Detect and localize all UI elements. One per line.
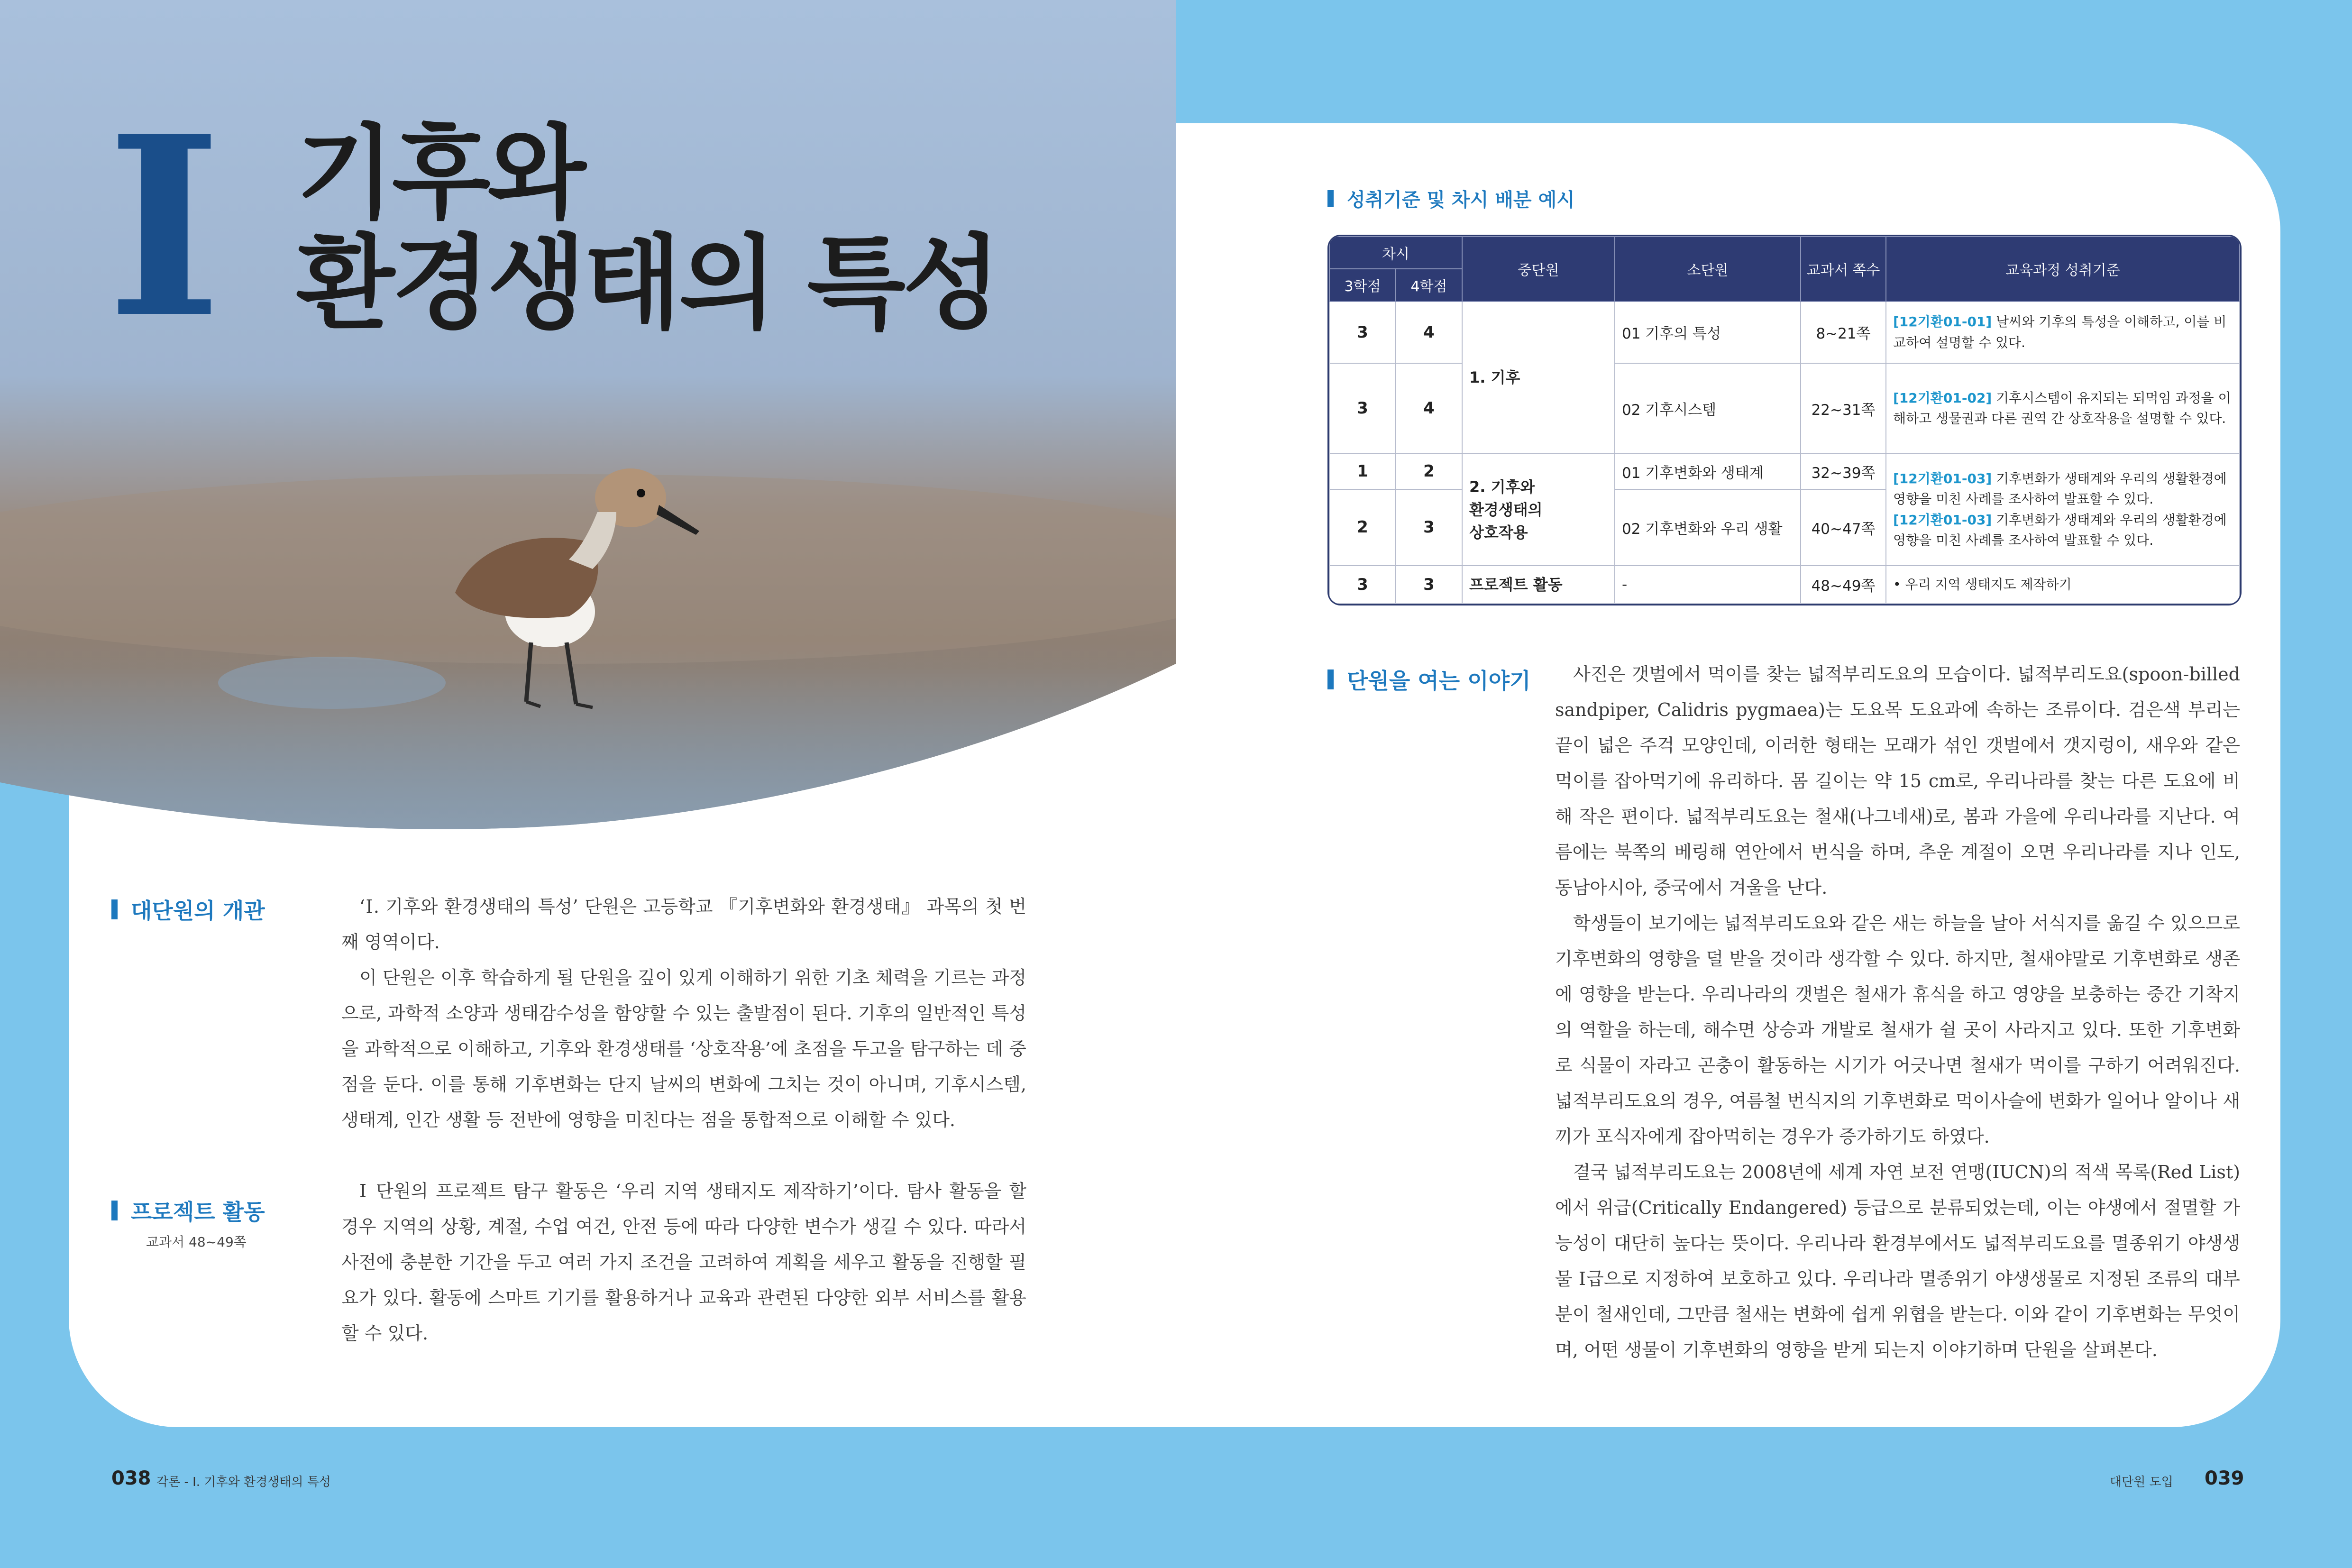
cell-sub-unit: 02 기후변화와 우리 생활: [1615, 489, 1801, 566]
header-pages: 교과서 쪽수: [1801, 237, 1886, 302]
cell-credit4: 3: [1396, 566, 1462, 604]
cell-standard: [12기환01-03] 기후변화가 생태계와 우리의 생활환경에 영향을 미친 사례를 조사하여 발표할 수 있다. [12기환01-03] 기후변화가 생태계와 우리의 생활환경에 영향을 미친 사례를 조사하여 발표할 수 있다.: [1886, 454, 2240, 566]
cell-credit3: 2: [1329, 489, 1396, 566]
header-standard: 교육과정 성취기준: [1886, 237, 2240, 302]
chapter-numeral: I: [107, 83, 222, 372]
project-heading: 프로젝트 활동: [111, 1195, 265, 1226]
heading-bar: [111, 899, 118, 919]
story-paragraph: 사진은 갯벌에서 먹이를 찾는 넓적부리도요의 모습이다. 넓적부리도요(spoon-billed sandpiper, Calidris pygmaea)는 도요목 도요과에 속하는 조류이다. 검은색 부리는 끝이 넓은 주걱 모양인데, 이러한 형태는 모래가 섞인 갯벌에서 갯지렁이, 새우와 같은 먹이를 잡아먹기에 유리하다. 몸 길이는 약 15 cm로, 우리나라를 찾는 다른 도요에 비해 작은 편이다. 넓적부리도요는 철새(나그네새)로, 봄과 가을에 우리나라를 지난다. 여름에는 북쪽의 베링해 연안에서 번식을 하며, 추운 계절이 오면 우리나라를 지나 인도, 동남아시아, 중국에서 겨울을 난다.: [1555, 664, 2240, 898]
page-number-left: 038: [111, 1467, 151, 1489]
cell-sub-unit: 02 기후시스템: [1615, 363, 1801, 454]
story-paragraph: 학생들이 보기에는 넓적부리도요와 같은 새는 하늘을 날아 서식지를 옮길 수 있으므로 기후변화의 영향을 덜 받을 것이라 생각할 수 있다. 하지만, 철새야말로 기후변화로 생존에 영향을 받는다. 우리나라의 갯벌은 철새가 휴식을 하고 영양을 보충하는 중간 기착지의 역할을 하는데, 해수면 상승과 개발로 철새가 쉴 곳이 사라지고 있다. 또한 기후변화로 식물이 자라고 곤충이 활동하는 시기가 어긋나면 철새가 먹이를 구하기 어려워진다. 넓적부리도요의 경우, 여름철 번식지의 기후변화로 먹이사슬에 변화가 일어나 알이나 새끼가 포식자에게 잡아먹히는 경우가 증가하기도 하였다.: [1555, 913, 2240, 1147]
cell-sub-unit: 01 기후변화와 생태계: [1615, 454, 1801, 489]
header-mid-unit: 중단원: [1462, 237, 1615, 302]
story-paragraph: 결국 넓적부리도요는 2008년에 세계 자연 보전 연맹(IUCN)의 적색 목록(Red List)에서 위급(Critically Endangered) 등급으로 분류되었는데, 이는 야생에서 절멸할 가능성이 대단히 높다는 뜻이다. 우리나라 환경부에서도 넓적부리도요를 멸종위기 야생생물 Ⅰ급으로 지정하여 보호하고 있다. 우리나라 멸종위기 야생생물로 지정된 조류의 대부분이 철새인데, 그만큼 철새는 변화에 쉽게 위협을 받는다. 이와 같이 기후변화는 무엇이며, 어떤 생물이 기후변화의 영향을 받게 되는지 이야기하며 단원을 살펴본다.: [1555, 1162, 2240, 1360]
chapter-title-line2: 환경생태의 특성: [296, 224, 998, 343]
cell-pages: 40~47쪽: [1801, 489, 1886, 566]
overview-body: [341, 889, 1026, 1138]
project-paragraph: Ⅰ 단원의 프로젝트 탐구 활동은 ‘우리 지역 생태지도 제작하기’이다. 탐사 활동을 할 경우 지역의 상황, 계절, 수업 여건, 안전 등에 따라 다양한 변수가 생길 수 있다. 따라서 사전에 충분한 기간을 두고 여러 가지 조건을 고려하여 계획을 세우고 활동을 진행할 필요가 있다. 활동에 스마트 기기를 활용하거나 교육과 관련된 다양한 외부 서비스를 활용할 수 있다.: [341, 1181, 1026, 1344]
cell-standard: [12기환01-01] 날씨와 기후의 특성을 이해하고, 이를 비교하여 설명할 수 있다.: [1886, 302, 2240, 364]
cell-standard: [12기환01-02] 기후시스템이 유지되는 되먹임 과정을 이해하고 생물권과 다른 권역 간 상호작용을 설명할 수 있다.: [1886, 363, 2240, 454]
heading-bar: [1327, 669, 1334, 689]
table-row: [1329, 302, 2240, 364]
overview-heading: 대단원의 개관: [111, 894, 265, 925]
cell-pages: 8~21쪽: [1801, 302, 1886, 364]
cell-standard: • 우리 지역 생태지도 제작하기: [1886, 566, 2240, 604]
story-heading: 단원을 여는 이야기: [1327, 664, 1531, 695]
table-row: [1329, 566, 2240, 604]
cell-credit3: 3: [1329, 566, 1396, 604]
story-body: [1555, 657, 2240, 1368]
achievement-heading: 성취기준 및 차시 배분 예시: [1327, 185, 1575, 212]
heading-bar: [1327, 190, 1334, 207]
cell-mid-unit: 프로젝트 활동: [1462, 566, 1615, 604]
overview-paragraph: 이 단원은 이후 학습하게 될 단원을 깊이 있게 이해하기 위한 기초 체력을 기르는 과정으로, 과학적 소양과 생태감수성을 함양할 수 있는 출발점이 된다. 기후의 일반적인 특성을 과학적으로 이해하고, 기후와 환경생태를 ‘상호작용’에 초점을 두고을 탐구하는 데 중점을 둔다. 이를 통해 기후변화는 단지 날씨의 변화에 그치는 것이 아니며, 기후시스템, 생태계, 인간 생활 등 전반에 영향을 미친다는 점을 통합적으로 이해할 수 있다.: [341, 967, 1026, 1130]
cell-credit3: 1: [1329, 454, 1396, 489]
header-sub-unit: 소단원: [1615, 237, 1801, 302]
cell-credit3: 3: [1329, 302, 1396, 364]
footer-left-text: 각론 - Ⅰ. 기후와 환경생태의 특성: [156, 1475, 331, 1489]
header-credit4: 4학점: [1396, 269, 1462, 301]
cell-credit4: 3: [1396, 489, 1462, 566]
cell-pages: 22~31쪽: [1801, 363, 1886, 454]
cell-mid-unit: 1. 기후: [1462, 302, 1615, 454]
cell-credit3: 3: [1329, 363, 1396, 454]
table-row: [1329, 454, 2240, 489]
page-number-right: 039: [2205, 1467, 2244, 1489]
cell-credit4: 4: [1396, 302, 1462, 364]
cell-pages: 32~39쪽: [1801, 454, 1886, 489]
cell-sub-unit: -: [1615, 566, 1801, 604]
footer-right-text: 대단원 도입: [2110, 1475, 2173, 1489]
overview-paragraph: ‘Ⅰ. 기후와 환경생태의 특성’ 단원은 고등학교 『기후변화와 환경생태』 과목의 첫 번째 영역이다.: [341, 896, 1026, 953]
chapter-title: [296, 114, 998, 343]
cell-sub-unit: 01 기후의 특성: [1615, 302, 1801, 364]
achievement-table-wrapper: [1327, 235, 2242, 605]
header-session: 차시: [1329, 237, 1462, 269]
cell-mid-unit: 2. 기후와 환경생태의 상호작용: [1462, 454, 1615, 566]
achievement-table: [1329, 236, 2240, 604]
chapter-title-line1: 기후와: [296, 114, 584, 233]
project-body: [341, 1174, 1026, 1351]
heading-bar: [111, 1201, 118, 1220]
header-credit3: 3학점: [1329, 269, 1396, 301]
project-pages: 교과서 48~49쪽: [146, 1234, 247, 1250]
cell-pages: 48~49쪽: [1801, 566, 1886, 604]
cell-credit4: 4: [1396, 363, 1462, 454]
cell-credit4: 2: [1396, 454, 1462, 489]
